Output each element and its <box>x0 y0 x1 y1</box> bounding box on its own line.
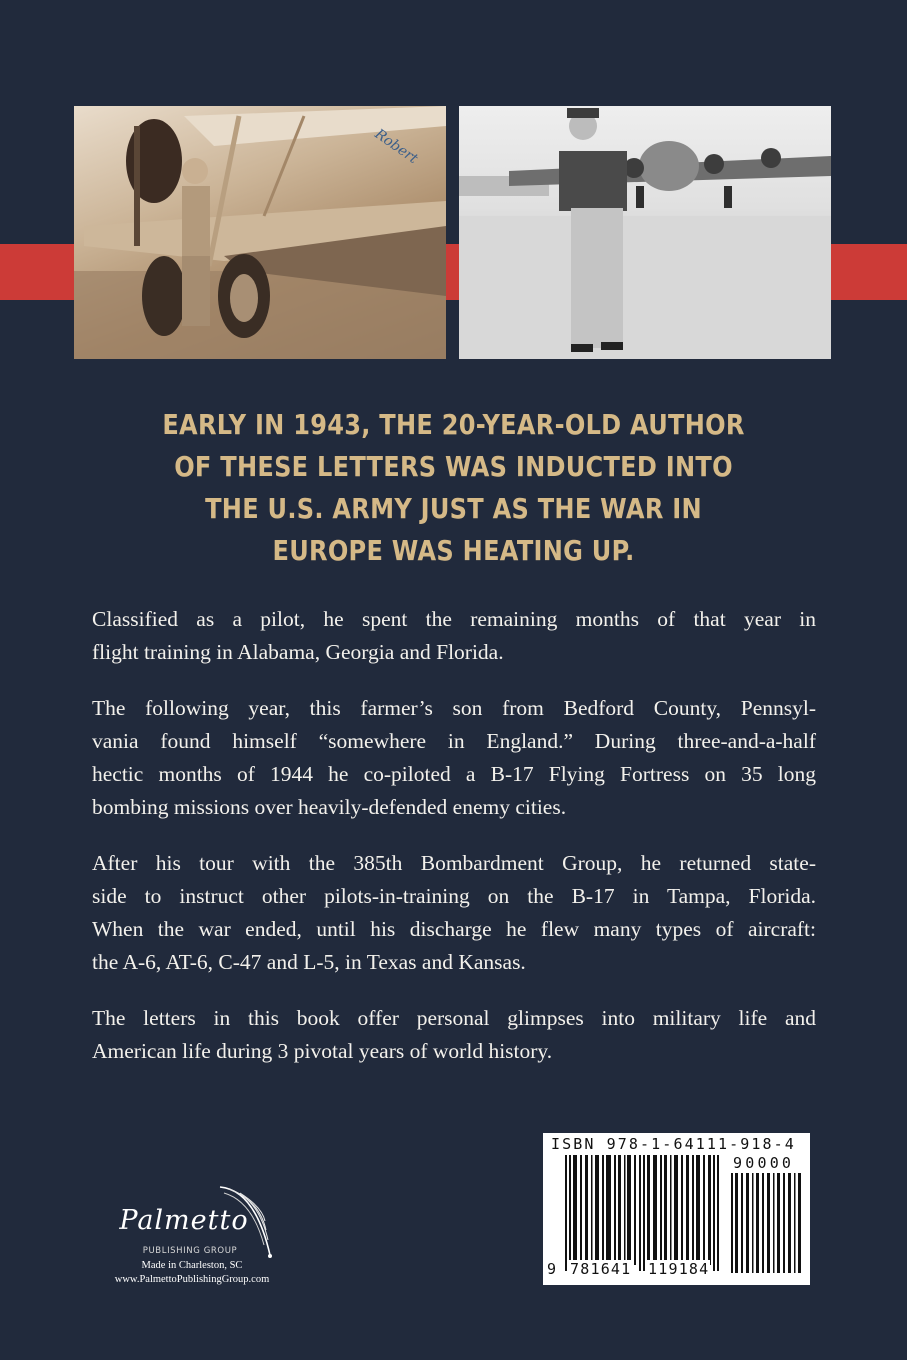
text-line: flight training in Alabama, Georgia and Florida. <box>92 640 504 664</box>
text-line: the A-6, AT-6, C-47 and L-5, in Texas and Kansas. <box>92 950 526 974</box>
paragraph-pilot-training <box>92 603 816 669</box>
text-line: American life during 3 pivotal years of world history. <box>92 1039 553 1063</box>
text-line: Classified as a pilot, he spent the remaining months of that year in <box>92 607 816 631</box>
barcode-digits-left: 781641 <box>570 1260 632 1278</box>
headline-line: EARLY IN 1943, THE 20-YEAR-OLD AUTHOR <box>162 408 745 441</box>
text-line: bombing missions over heavily-defended enemy cities. <box>92 795 567 819</box>
publisher-location: Made in Charleston, SC <box>141 1260 243 1271</box>
barcode-digits-right: 119184 <box>648 1260 710 1278</box>
paragraph-england <box>92 692 816 824</box>
paragraph-letters <box>92 1002 816 1068</box>
biplane-illustration <box>74 106 446 359</box>
isbn-barcode <box>543 1133 810 1285</box>
svg-text:Robert: Robert <box>371 126 421 168</box>
text-line: After his tour with the 385th Bombardment Group, he returned state- <box>92 851 816 875</box>
text-line: vania found himself “somewhere in England.” During three-and-a-half <box>92 729 816 753</box>
price-addon: 90000 <box>733 1154 795 1172</box>
text-line: side to instruct other pilots-in-training on the B-17 in Tampa, Florida. <box>92 884 816 908</box>
headline-line: EUROPE WAS HEATING UP. <box>272 534 635 567</box>
b17-illustration <box>459 106 831 359</box>
text-line: hectic months of 1944 he co-piloted a B-17 Flying Fortress on 35 long <box>92 762 816 786</box>
publisher-logo <box>92 1185 292 1290</box>
paragraph-stateside <box>92 847 816 979</box>
barcode-digit-prefix: 9 <box>547 1260 557 1278</box>
text-line: When the war ended, until his discharge he flew many types of aircraft: <box>92 917 816 941</box>
headline-line: THE U.S. ARMY JUST AS THE WAR IN <box>205 492 702 525</box>
headline-line: OF THESE LETTERS WAS INDUCTED INTO <box>174 450 733 483</box>
publisher-logo-script: Palmetto <box>119 1205 249 1236</box>
headline <box>141 404 766 572</box>
body-copy <box>92 603 816 1091</box>
isbn-label: ISBN 978-1-64111-918-4 <box>551 1135 796 1153</box>
text-line: The letters in this book offer personal glimpses into military life and <box>92 1006 816 1030</box>
publisher-website: www.PalmettoPublishingGroup.com <box>114 1274 270 1285</box>
publisher-logo-subtitle: PUBLISHING GROUP <box>142 1246 238 1256</box>
text-line: The following year, this farmer’s son from Bedford County, Pennsyl- <box>92 696 816 720</box>
photo-cadet-biplane <box>74 106 446 359</box>
photo-officer-b17 <box>459 106 831 359</box>
